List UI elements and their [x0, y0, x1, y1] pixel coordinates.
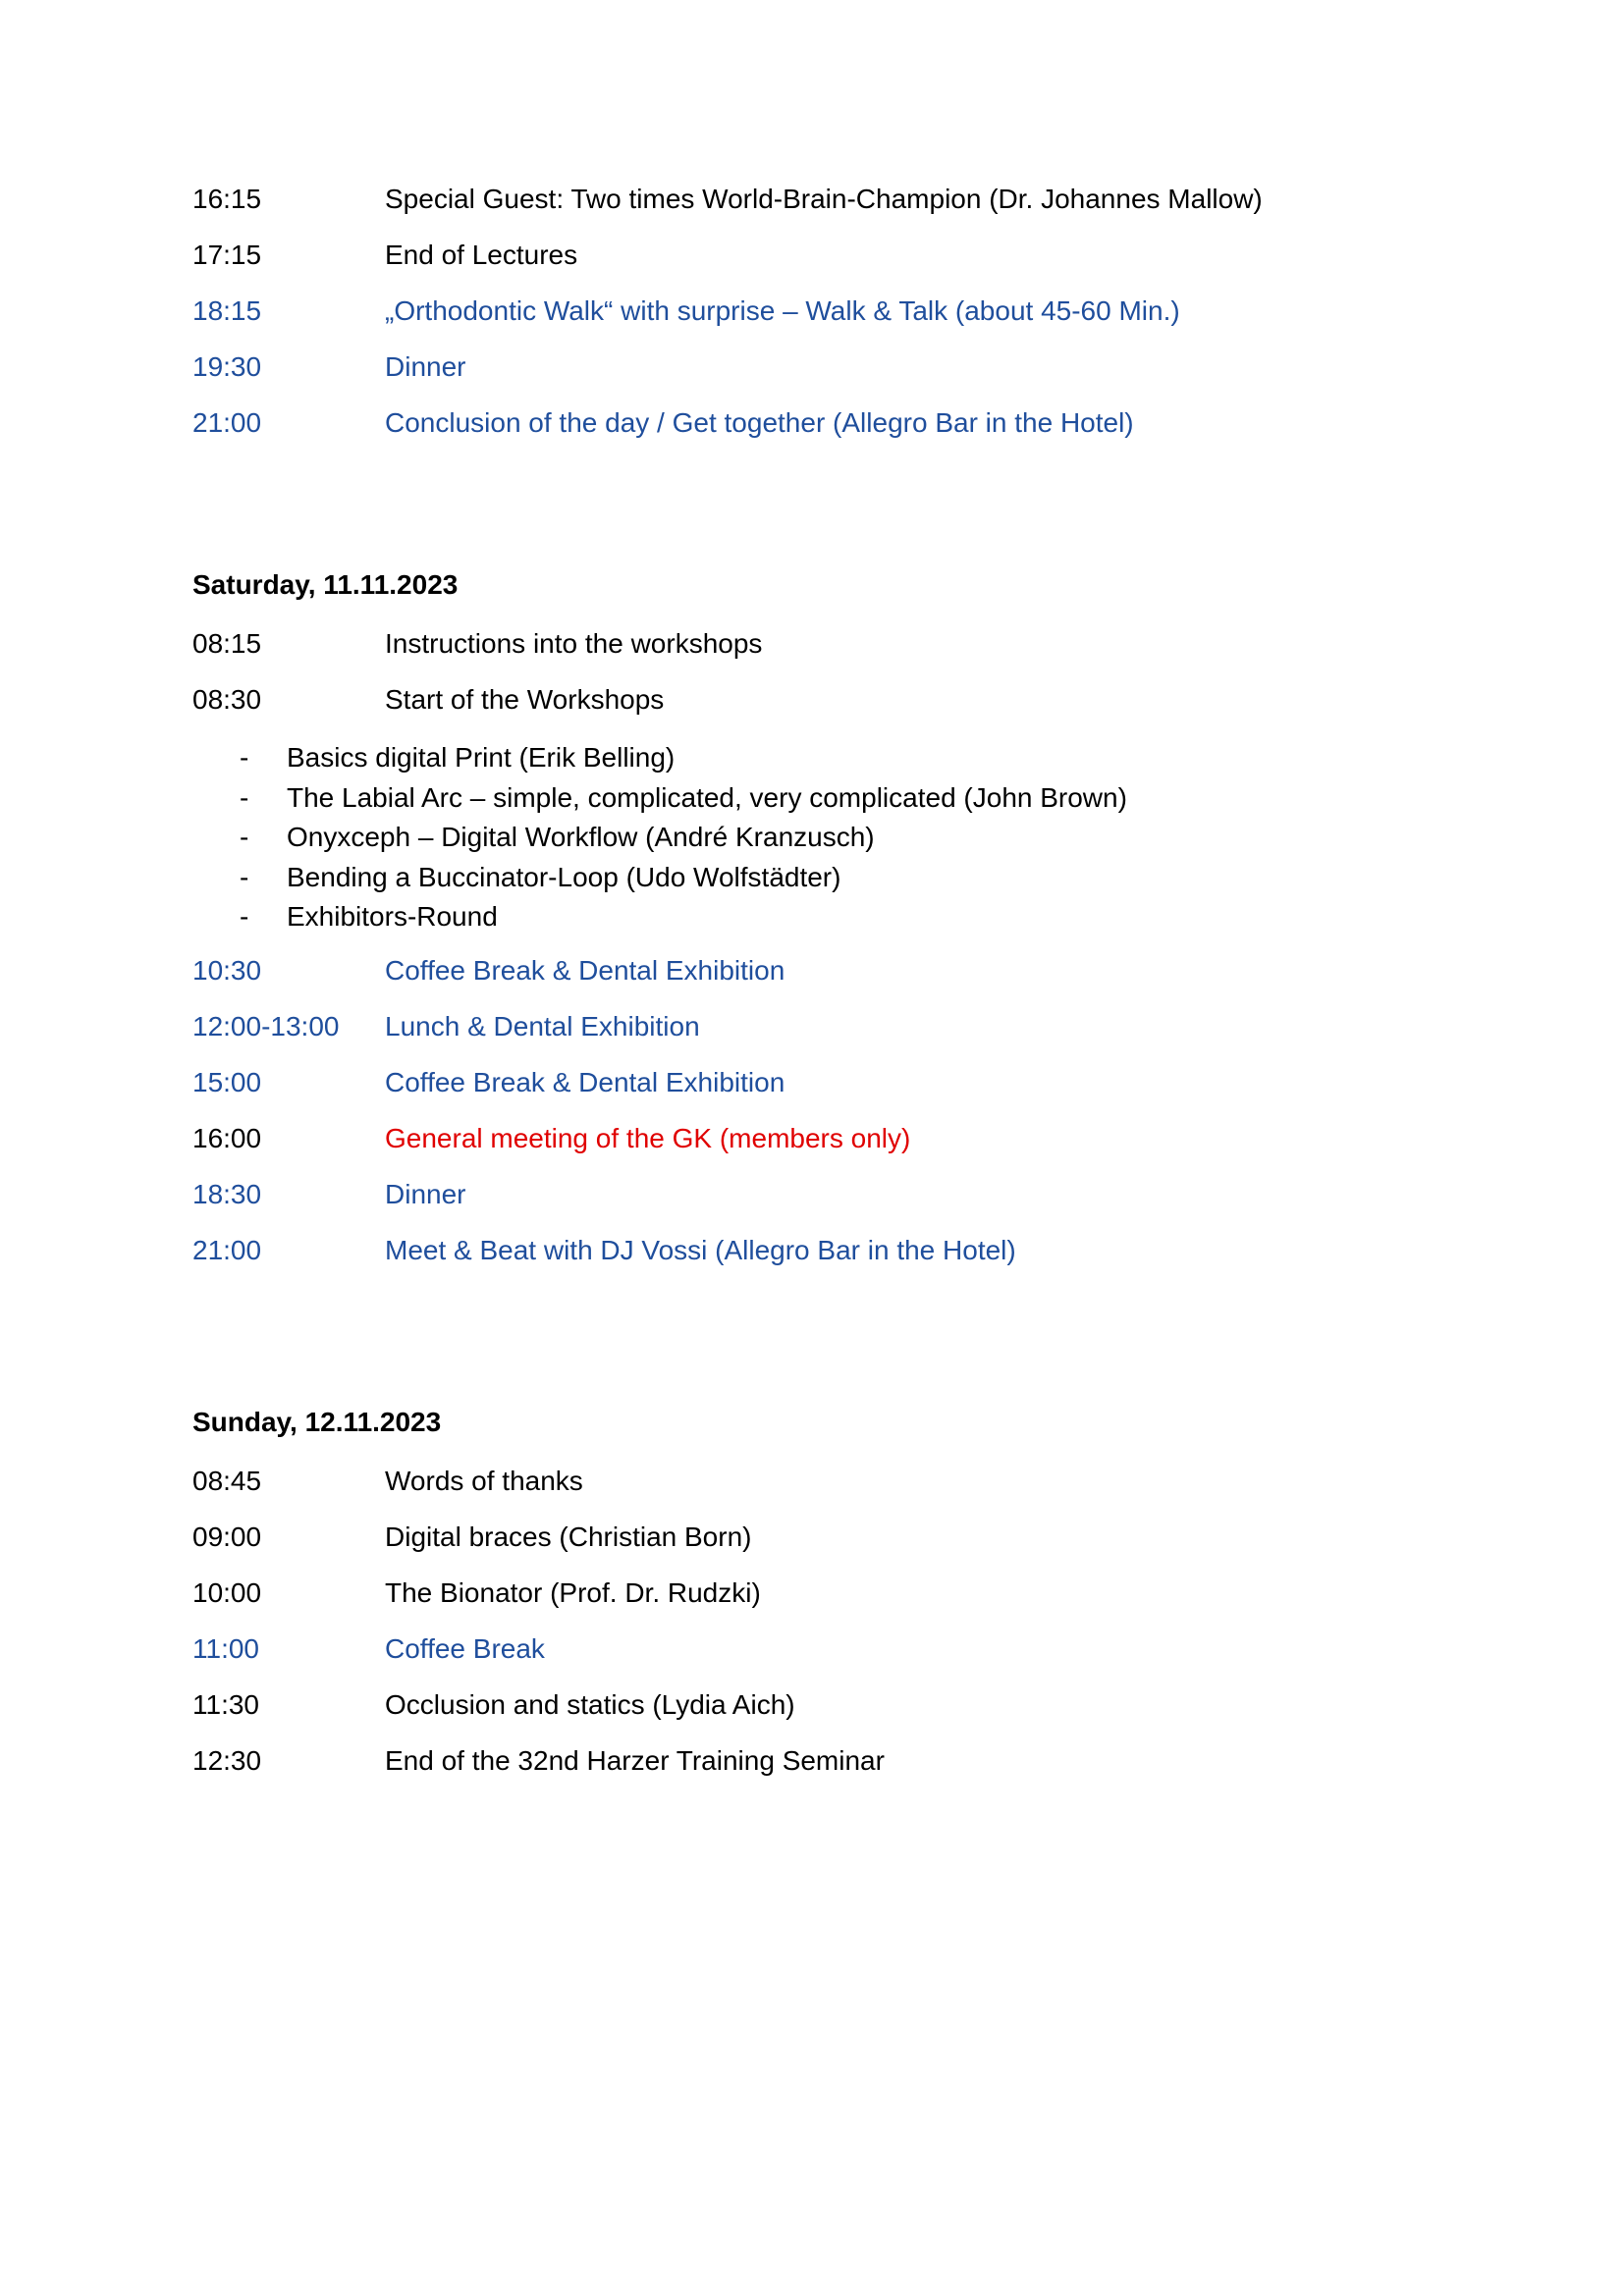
schedule-row — [192, 1743, 1469, 1778]
schedule-time: 18:30 — [192, 1178, 262, 1209]
list-item-label: Onyxceph – Digital Workflow (André Kranzusch) — [287, 822, 875, 853]
day-heading-sunday: Sunday, 12.11.2023 — [192, 1406, 442, 1437]
schedule-time: 12:00-13:00 — [192, 1010, 340, 1041]
list-item-label: Basics digital Print (Erik Belling) — [287, 742, 676, 773]
list-item-label: Exhibitors-Round — [287, 901, 498, 933]
schedule-row — [192, 953, 1469, 988]
schedule-description: Start of the Workshops — [385, 684, 665, 715]
schedule-description: Conclusion of the day / Get together (Allegro Bar in the Hotel) — [385, 407, 1134, 438]
section-spacer — [192, 1289, 1469, 1407]
schedule-description: Digital braces (Christian Born) — [385, 1521, 752, 1552]
schedule-description: Coffee Break & Dental Exhibition — [385, 1066, 785, 1097]
schedule-time: 15:00 — [192, 1066, 262, 1097]
schedule-description: Meet & Beat with DJ Vossi (Allegro Bar in the Hotel) — [385, 1234, 1016, 1265]
list-dash: - — [240, 781, 249, 813]
schedule-description: „Orthodontic Walk“ with surprise – Walk & Talk (about 45-60 Min.) — [385, 295, 1180, 326]
list-item — [192, 858, 1469, 898]
schedule-time: 08:15 — [192, 628, 262, 659]
schedule-description: Instructions into the workshops — [385, 628, 763, 659]
schedule-row — [192, 1121, 1469, 1155]
list-item — [192, 897, 1469, 937]
list-dash: - — [240, 742, 249, 773]
schedule-description: End of Lectures — [385, 240, 578, 270]
schedule-content — [192, 182, 1469, 1799]
schedule-time: 16:15 — [192, 184, 262, 214]
schedule-row — [192, 349, 1469, 384]
schedule-time: 08:45 — [192, 1465, 262, 1496]
schedule-row — [192, 1009, 1469, 1043]
schedule-time: 11:00 — [192, 1632, 259, 1664]
list-item — [192, 778, 1469, 819]
schedule-time: 18:15 — [192, 295, 262, 326]
schedule-row — [192, 682, 1469, 717]
schedule-time: 17:15 — [192, 240, 262, 270]
schedule-time: 09:00 — [192, 1521, 262, 1552]
list-dash: - — [240, 861, 249, 892]
day-heading-saturday: Saturday, 11.11.2023 — [192, 569, 459, 600]
schedule-description: Words of thanks — [385, 1465, 583, 1496]
schedule-time: 21:00 — [192, 407, 262, 438]
schedule-time: 12:30 — [192, 1744, 262, 1776]
friday-schedule-section — [192, 182, 1469, 440]
schedule-row — [192, 182, 1469, 216]
schedule-time: 19:30 — [192, 351, 262, 382]
schedule-description: Special Guest: Two times World-Brain-Champion (Dr. Johannes Mallow) — [385, 184, 1263, 214]
schedule-row — [192, 626, 1469, 661]
list-dash: - — [240, 822, 249, 853]
saturday-schedule-section — [192, 569, 1469, 1267]
schedule-row — [192, 1575, 1469, 1610]
schedule-time: 21:00 — [192, 1234, 262, 1265]
schedule-time: 10:00 — [192, 1576, 262, 1608]
list-item — [192, 818, 1469, 858]
list-dash: - — [240, 901, 249, 933]
section-spacer — [192, 461, 1469, 569]
schedule-row — [192, 1631, 1469, 1666]
schedule-row — [192, 294, 1469, 328]
schedule-row — [192, 238, 1469, 272]
schedule-description: Dinner — [385, 351, 466, 382]
workshop-list — [192, 738, 1469, 937]
schedule-description: End of the 32nd Harzer Training Seminar — [385, 1744, 885, 1776]
schedule-description: General meeting of the GK (members only) — [385, 1122, 911, 1153]
schedule-time: 16:00 — [192, 1122, 262, 1153]
schedule-row — [192, 1233, 1469, 1267]
schedule-row — [192, 1687, 1469, 1722]
schedule-description: The Bionator (Prof. Dr. Rudzki) — [385, 1576, 761, 1608]
list-item — [192, 738, 1469, 778]
schedule-description: Coffee Break — [385, 1632, 545, 1664]
schedule-row — [192, 1464, 1469, 1498]
list-item-label: Bending a Buccinator-Loop (Udo Wolfstädter) — [287, 861, 841, 892]
schedule-description: Dinner — [385, 1178, 466, 1209]
schedule-description: Coffee Break & Dental Exhibition — [385, 954, 785, 986]
sunday-schedule-section — [192, 1407, 1469, 1778]
list-item-label: The Labial Arc – simple, complicated, very complicated (John Brown) — [287, 781, 1127, 813]
schedule-row — [192, 405, 1469, 440]
schedule-time: 10:30 — [192, 954, 262, 986]
schedule-row — [192, 1065, 1469, 1099]
schedule-row — [192, 1520, 1469, 1554]
schedule-time: 08:30 — [192, 684, 262, 715]
schedule-time: 11:30 — [192, 1688, 259, 1720]
schedule-row — [192, 1177, 1469, 1211]
schedule-description: Lunch & Dental Exhibition — [385, 1010, 700, 1041]
schedule-description: Occlusion and statics (Lydia Aich) — [385, 1688, 795, 1720]
